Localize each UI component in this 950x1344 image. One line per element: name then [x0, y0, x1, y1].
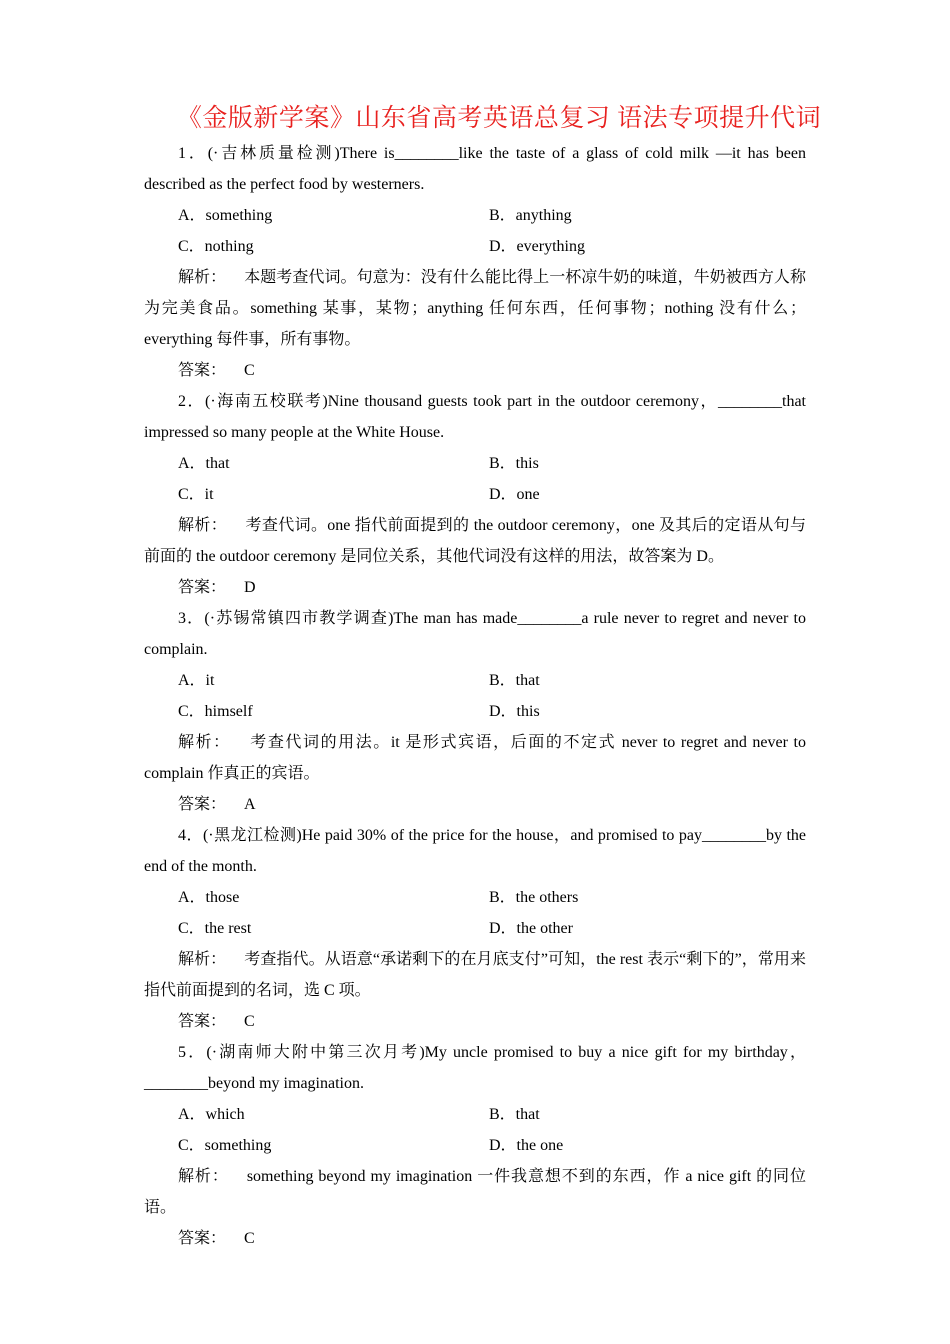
answer-value: D: [244, 579, 256, 596]
analysis-paragraph: [144, 510, 806, 572]
option-a: A．which: [178, 1106, 245, 1123]
option-b: B．anything: [489, 207, 572, 224]
question-stem: 5．(·湖南师大附中第三次月考)My uncle promised to buy a nice gift for my birthday，________beyond my imagination.: [144, 1044, 806, 1092]
option-a: A．it: [178, 672, 215, 689]
option-list: [144, 665, 806, 727]
question-item: [144, 820, 806, 1037]
answer-line: [144, 1223, 806, 1254]
analysis-paragraph: [144, 727, 806, 789]
option-d: D．this: [489, 703, 540, 720]
option-d: D．the one: [489, 1137, 564, 1154]
question-stem: 3．(·苏锡常镇四市教学调查)The man has made________a rule never to regret and never to complain.: [144, 610, 806, 658]
option-list: [144, 200, 806, 262]
option-d: D．one: [489, 486, 540, 503]
question-stem: 2．(·海南五校联考)Nine thousand guests took part in the outdoor ceremony，________that impressed so many people at the White House.: [144, 393, 806, 441]
option-b: B．that: [489, 672, 540, 689]
option-list: [144, 448, 806, 510]
option-c: C．something: [178, 1137, 272, 1154]
option-c: C．himself: [178, 703, 253, 720]
option-c: C．the rest: [178, 920, 252, 937]
analysis-paragraph: [144, 944, 806, 1006]
option-b: B．this: [489, 455, 539, 472]
question-item: [144, 603, 806, 820]
answer-value: C: [244, 1013, 255, 1030]
question-item: [144, 138, 806, 386]
analysis-label: 解析：: [178, 1168, 229, 1185]
answer-value: A: [244, 796, 256, 813]
analysis-text: something beyond my imagination 一件我意想不到的东西，作 a nice gift 的同位语。: [144, 1168, 806, 1216]
option-list: [144, 1099, 806, 1161]
option-a: A．that: [178, 455, 230, 472]
analysis-paragraph: [144, 1161, 806, 1223]
answer-value: C: [244, 362, 255, 379]
answer-label: 答案：: [178, 1230, 227, 1247]
option-d: D．everything: [489, 238, 585, 255]
analysis-text: 考查代词的用法。it 是形式宾语，后面的不定式 never to regret and never to complain 作真正的宾语。: [144, 734, 806, 782]
answer-line: [144, 355, 806, 386]
analysis-label: 解析：: [178, 734, 231, 751]
answer-line: [144, 789, 806, 820]
answer-label: 答案：: [178, 796, 227, 813]
answer-line: [144, 572, 806, 603]
question-stem: 1．(·吉林质量检测)There is________like the taste of a glass of cold milk —it has been described as the perfect food by westerners.: [144, 145, 806, 193]
question-stem: 4．(·黑龙江检测)He paid 30% of the price for the house，and promised to pay________by the end of the month.: [144, 827, 806, 875]
option-c: C．nothing: [178, 238, 254, 255]
option-a: A．those: [178, 889, 240, 906]
option-c: C．it: [178, 486, 214, 503]
page-title: 《金版新学案》山东省高考英语总复习 语法专项提升代词: [176, 105, 822, 132]
analysis-label: 解析：: [178, 951, 227, 968]
option-d: D．the other: [489, 920, 573, 937]
option-list: [144, 882, 806, 944]
question-list: [144, 138, 806, 1254]
analysis-label: 解析：: [178, 269, 227, 286]
analysis-text: 考查指代。从语意“承诺剩下的在月底支付”可知，the rest 表示“剩下的”，常用来指代前面提到的名词，选 C 项。: [144, 951, 806, 999]
question-item: [144, 386, 806, 603]
analysis-text: 本题考查代词。句意为：没有什么能比得上一杯凉牛奶的味道，牛奶被西方人称为完美食品。something 某事，某物；anything 任何东西，任何事物；nothing 没有什么；everything 每件事，所有事物。: [144, 269, 806, 348]
option-a: A．something: [178, 207, 273, 224]
analysis-paragraph: [144, 262, 806, 355]
option-b: B．that: [489, 1106, 540, 1123]
answer-value: C: [244, 1230, 255, 1247]
answer-line: [144, 1006, 806, 1037]
answer-label: 答案：: [178, 362, 227, 379]
analysis-text: 考查代词。one 指代前面提到的 the outdoor ceremony，one 及其后的定语从句与前面的 the outdoor ceremony 是同位关系，其他代词没有这样的用法，故答案为 D。: [144, 517, 806, 565]
answer-label: 答案：: [178, 1013, 227, 1030]
question-item: [144, 1037, 806, 1254]
analysis-label: 解析：: [178, 517, 228, 534]
option-b: B．the others: [489, 889, 579, 906]
answer-label: 答案：: [178, 579, 227, 596]
